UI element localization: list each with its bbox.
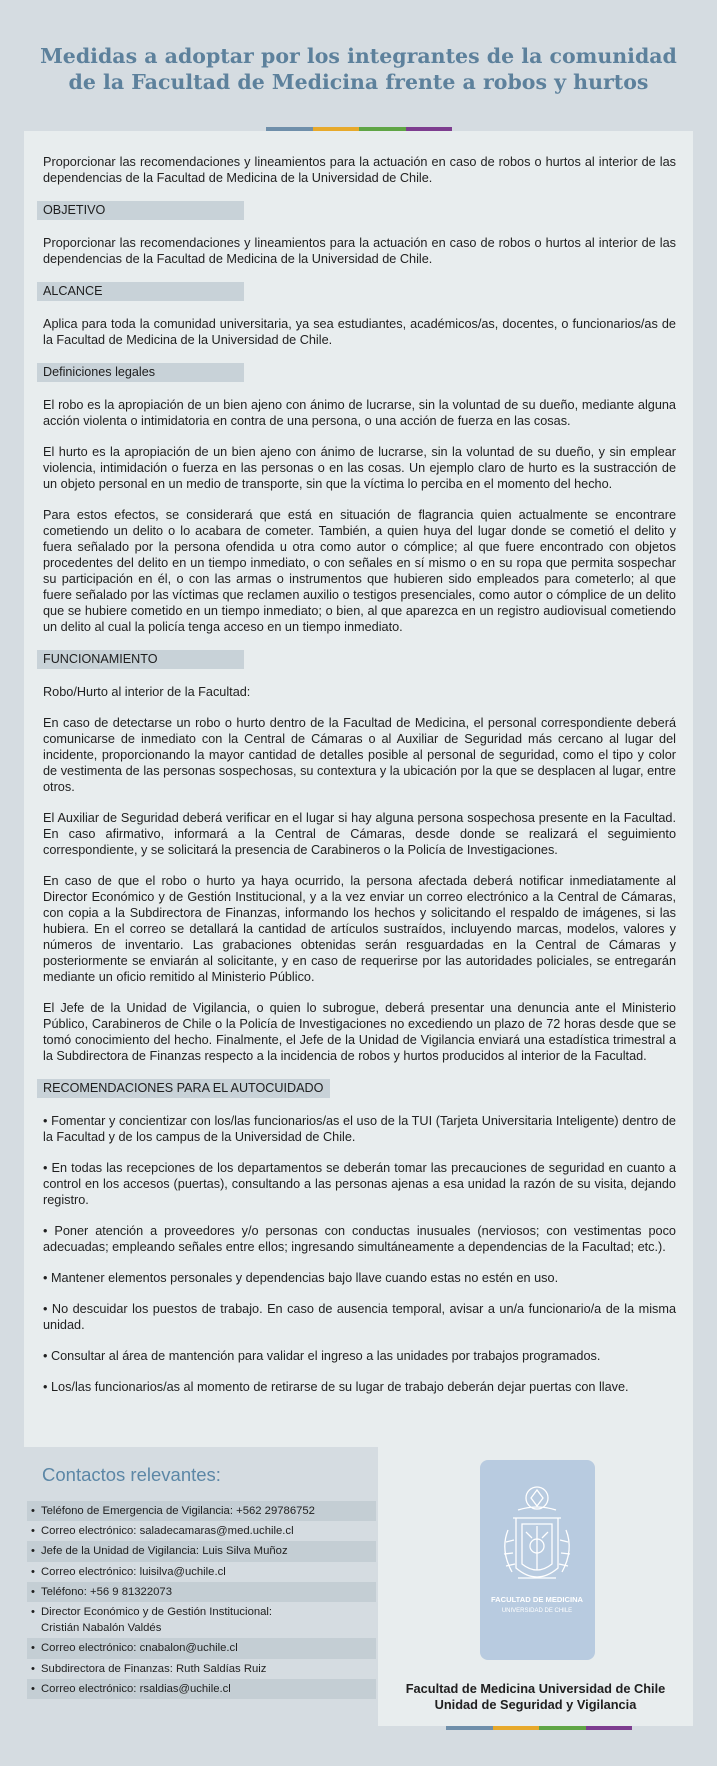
contact-item-line: Director Económico y de Gestión Institucional:	[41, 1606, 273, 1619]
recomendacion-item: • Fomentar y concientizar con los/las funcionarios/as el uso de la TUI (Tarjeta Universitaria Inteligente) dentro de la Facultad y de los campus de la Universidad de Chile.	[43, 1114, 676, 1144]
page-title: Medidas a adoptar por los integrantes de la comunidad de la Facultad de Medicina frente a robos y hurtos	[40, 44, 677, 94]
funcionamiento-p2: El Auxiliar de Seguridad deberá verificar en el lugar si hay alguna persona sospechosa presente en la Facultad. En caso afirmativo, informará a la Central de Cámaras, desde donde se realizará el seguimiento correspondiente, y se solicitará la presencia de Carabineros o la Policía de Investigaciones.	[43, 811, 676, 857]
section-heading-funcionamiento: FUNCIONAMIENTO	[37, 650, 244, 669]
section-heading-objetivo: OBJETIVO	[37, 201, 244, 220]
intro-text: Proporcionar las recomendaciones y lineamientos para la actuación en caso de robos o hurtos al interior de las dependencias de la Facultad de Medicina de la Universidad de Chile.	[43, 155, 676, 185]
content	[43, 154, 676, 1410]
contacts-heading: Contactos relevantes:	[42, 1464, 221, 1485]
contact-item: • Teléfono: +56 9 81322073	[27, 1582, 376, 1602]
university-seal-icon	[480, 1460, 595, 1660]
recomendacion-item: • Consultar al área de mantención para validar el ingreso a las unidades por trabajos programados.	[43, 1349, 601, 1363]
main-panel	[24, 131, 693, 1447]
faculty-logo	[480, 1460, 595, 1660]
recomendacion-item: • Poner atención a proveedores y/o personas con conductas inusuales (nerviosos; con vestimentas poco adecuadas; empleando señales entre ellos; ingresando simultáneamente a dependencias de la Facultad; etc.).	[43, 1224, 676, 1254]
recomendacion-item: • En todas las recepciones de los departamentos se deberán tomar las precauciones de seguridad en cuanto a control en los accesos (puertas), consultando a las personas ajenas a esa unidad la razón de su visita, dejando registro.	[43, 1161, 676, 1207]
logo-panel	[378, 1447, 693, 1726]
recomendacion-item: • Los/las funcionarios/as al momento de retirarse de su lugar de trabajo deberán dejar puertas con llave.	[43, 1380, 629, 1394]
funcionamiento-p1: En caso de detectarse un robo o hurto dentro de la Facultad de Medicina, el personal correspondiente deberá comunicarse de inmediato con la Central de Cámaras o al Auxiliar de Seguridad más cercano al lugar del incidente, proporcionando la mayor cantidad de detalles posible al personal de seguridad, como el tipo y color de vestimenta de las personas sospechosas, su contextura y la ubicación por la que se desplacen al lugar, entre otros.	[43, 716, 676, 794]
definicion-hurto: El hurto es la apropiación de un bien ajeno con ánimo de lucrarse, sin la voluntad de su dueño, y sin emplear violencia, intimidación o fuerza en las personas o en las cosas. Un ejemplo claro de hurto es la sustracción de un objeto personal en un medio de transporte, sin que la víctima lo perciba en el momento del hecho.	[43, 445, 676, 491]
footer-line2: Unidad de Seguridad y Vigilancia	[434, 1697, 637, 1712]
recomendacion-item: • No descuidar los puestos de trabajo. En caso de ausencia temporal, avisar a un/a funcionario/a de la misma unidad.	[43, 1302, 676, 1332]
section-heading-recomendaciones: RECOMENDACIONES PARA EL AUTOCUIDADO	[37, 1079, 330, 1098]
contact-item: • Teléfono de Emergencia de Vigilancia: +562 29786752	[27, 1501, 376, 1521]
footer-text	[378, 1681, 693, 1713]
section-heading-definiciones: Definiciones legales	[37, 363, 244, 382]
footer-line1: Facultad de Medicina Universidad de Chile	[405, 1681, 666, 1696]
funcionamiento-p4: El Jefe de la Unidad de Vigilancia, o quien lo subrogue, deberá presentar una denuncia ante el Ministerio Público, Carabineros de Chile o la Policía de Investigaciones no excediendo un plazo de 72 horas desde que se tomó conocimiento del hecho. Finalmente, el Jefe de la Unidad de Vigilancia enviará una estadística trimestral a la Subdirectora de Finanzas respecto a la incidencia de robos y hurtos producidos al interior de la Facultad.	[43, 1001, 676, 1063]
contact-item: • Subdirectora de Finanzas: Ruth Saldías Ruiz	[27, 1659, 376, 1679]
logo-text-line1: FACULTAD DE MEDICINA	[490, 1595, 584, 1604]
contact-item: • Correo electrónico: saladecamaras@med.uchile.cl	[27, 1521, 376, 1541]
section-heading-alcance: ALCANCE	[37, 282, 244, 301]
alcance-text: Aplica para toda la comunidad universitaria, ya sea estudiantes, académicos/as, docentes, o funcionarios/as de la Facultad de Medicina de la Universidad de Chile.	[43, 317, 676, 347]
contact-item	[27, 1602, 376, 1638]
objetivo-text: Proporcionar las recomendaciones y lineamientos para la actuación en caso de robos o hurtos al interior de las dependencias de la Facultad de Medicina de la Universidad de Chile.	[43, 236, 676, 266]
contact-item: • Correo electrónico: rsaldias@uchile.cl	[27, 1679, 376, 1699]
accent-stripe-bottom	[446, 1726, 632, 1730]
contact-item: • Correo electrónico: cnabalon@uchile.cl	[27, 1638, 376, 1658]
contact-item: • Correo electrónico: luisilva@uchile.cl	[27, 1562, 376, 1582]
recomendacion-item: • Mantener elementos personales y dependencias bajo llave cuando estas no estén en uso.	[43, 1271, 559, 1285]
funcionamiento-p3: En caso de que el robo o hurto ya haya ocurrido, la persona afectada deberá notificar inmediatamente al Director Económico y de Gestión Institucional, y a la vez enviar un correo electrónico a la Central de Cámaras, con copia a la Subdirectora de Finanzas, informando los hechos y solicitando el respaldo de imágenes, si las hubiera. En el correo se detallará la cantidad de artículos sustraídos, incluyendo marcas, modelos, valores y números de inventario. Las grabaciones obtenidas serán resguardadas en la Central de Cámaras y posteriormente se enviarán al solicitante, y en caso de requerirse por las autoridades policiales, se entregarán mediante un oficio remitido al Ministerio Público.	[43, 874, 676, 984]
definicion-flagrancia: Para estos efectos, se considerará que está en situación de flagrancia quien actualmente se encontrare cometiendo un delito o lo acabara de cometer. También, a quien huya del lugar donde se cometió el delito y fuera señalado por la persona ofendida u otra como autor o cómplice; al que fuere encontrado con objetos procedentes del delito en un tiempo inmediato, o con señales en sí mismo o en su ropa que permita sospechar su participación en él, o con las armas o instrumentos que hubieren sido empleados para cometerlo; al que fuere señalado por las víctimas que reclamen auxilio o testigos presenciales, como autor o cómplice de un delito que se hubiere cometido en un tiempo inmediato; o bien, al que aparezca en un registro audiovisual cometiendo un delito al cual la policía tenga acceso en un tiempo inmediato.	[43, 508, 676, 634]
contact-item: • Jefe de la Unidad de Vigilancia: Luis Silva Muñoz	[27, 1541, 376, 1561]
logo-text-line2: UNIVERSIDAD DE CHILE	[501, 1608, 573, 1614]
contacts-panel	[24, 1451, 378, 1726]
contacts-list	[27, 1501, 376, 1699]
definicion-robo: El robo es la apropiación de un bien ajeno con ánimo de lucrarse, sin la voluntad de su dueño, mediante alguna acción violenta o intimidatoria en contra de una persona, o una acción de fuerza en las cosas.	[43, 398, 676, 428]
funcionamiento-subheading: Robo/Hurto al interior de la Facultad:	[43, 685, 251, 699]
contact-item-line: Cristián Nabalón Valdés	[41, 1622, 162, 1635]
